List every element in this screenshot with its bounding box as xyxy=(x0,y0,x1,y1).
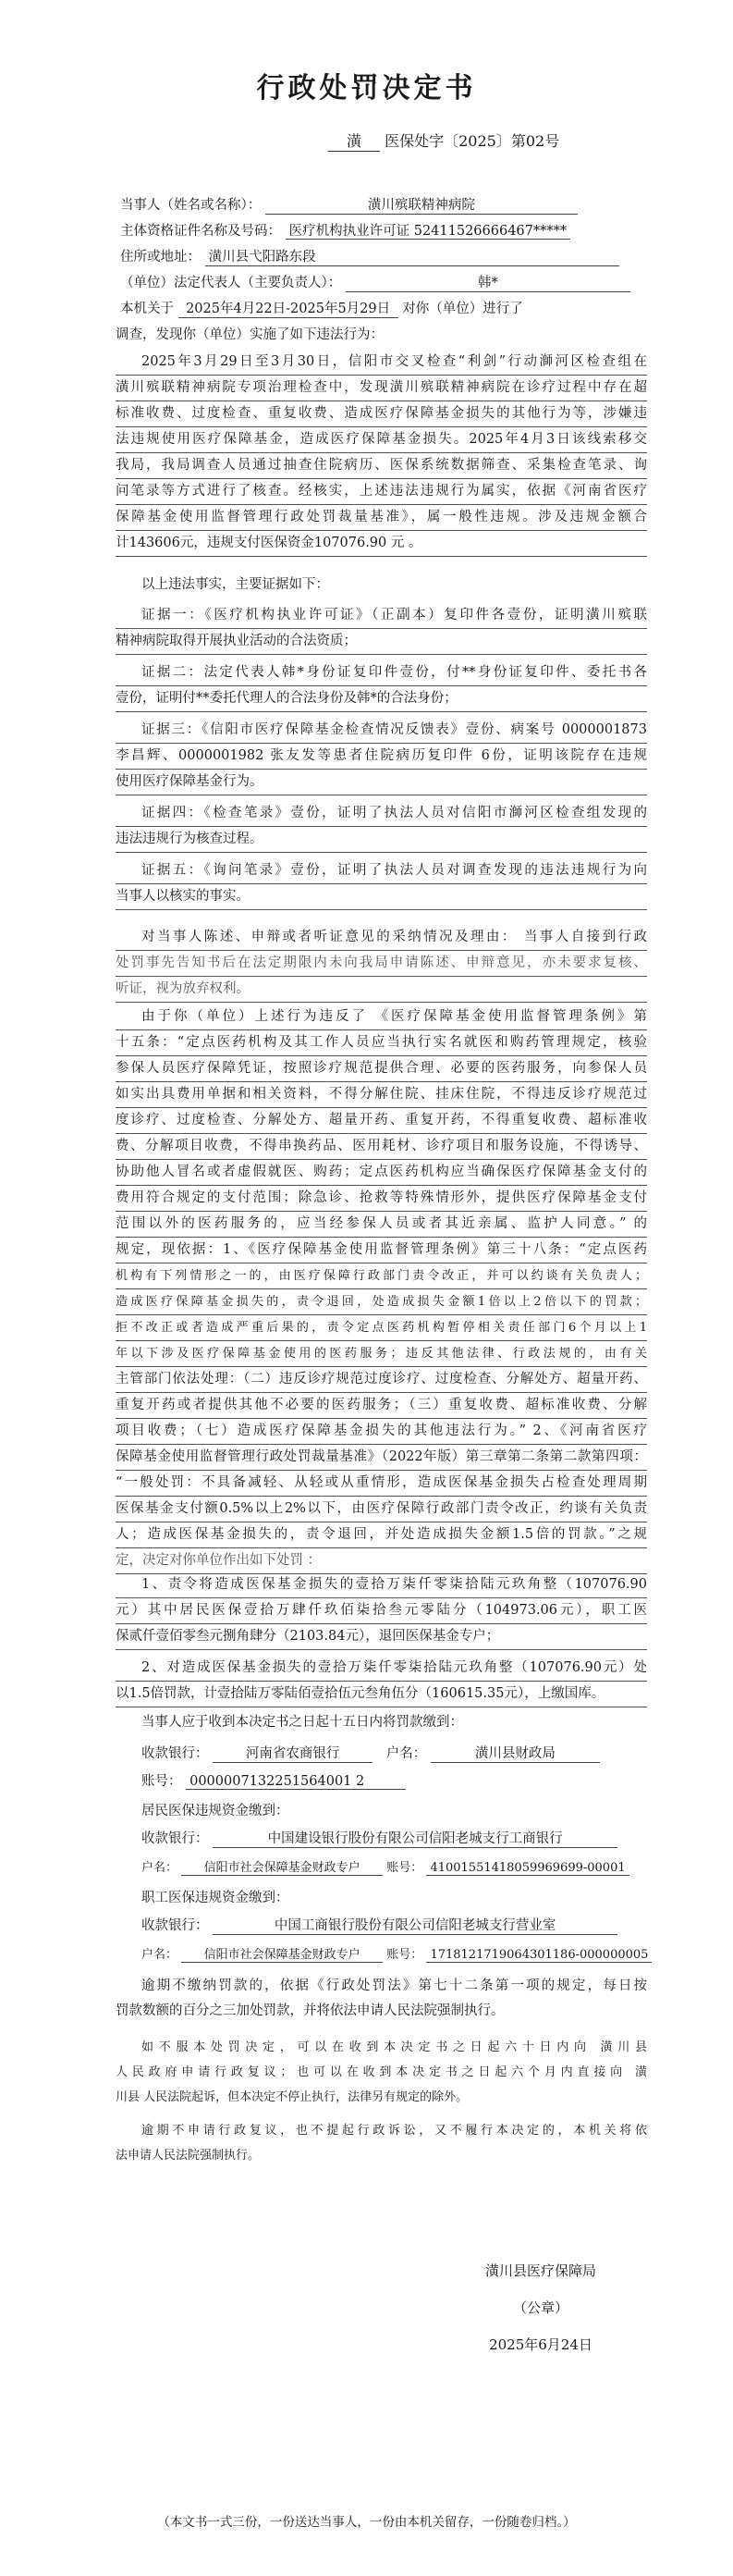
hearing-line: 处罚事先告知书后在法定期限内未向我局申请陈述、申辩意见，亦未要求复核、 xyxy=(116,951,647,977)
bank-label: 收款银行： xyxy=(141,1918,209,1933)
payment-intro: 当事人应于收到本决定书之日起十五日内将罚款缴到： xyxy=(141,1715,463,1730)
violation-line: 规定，现依据：1、《医疗保障基金使用监督管理条例》第三十八条：“定点医药 xyxy=(116,1238,647,1263)
enforce-line: 逾期不申请行政复议，也不提起行政诉讼，又不履行本决定的，本机关将依 xyxy=(141,2124,647,2138)
worker-account: 1718121719064301186-000000005 xyxy=(426,1948,652,1963)
party-address: 潢川县弋阳路东段 xyxy=(205,246,619,266)
worker-bank-line xyxy=(141,1915,617,1935)
violation-line: 由于你（单位）上述行为违反了 《医疗保障基金使用监督管理条例》第 xyxy=(116,1005,647,1030)
worker-bank: 中国工商银行股份有限公司信阳老城支行营业室 xyxy=(213,1915,617,1935)
late-line: 罚款数额的百分之三加处罚款，并将依法申请人民法院强制执行。 xyxy=(116,2003,505,2018)
facts-line: 法违规使用医疗保障基金，造成医疗保障基金损失。2025年4月3日该线索移交 xyxy=(116,427,647,453)
intro-line-2: 调查，发现你（单位）实施了如下违法行为： xyxy=(116,327,384,342)
penalties-list xyxy=(116,1572,647,1707)
resident-holder: 信阳市社会保障基金财政专户 xyxy=(181,1857,383,1876)
facts-line: 我局，我局调查人员通过抽查住院病历、医保系统数据筛查、采集检查笔录、询 xyxy=(116,453,647,479)
facts-line: 问笔录等方式进行了核查。经核实，上述违法违规行为属实，依据《河南省医疗 xyxy=(116,479,647,505)
violation-line: 机构有下列情形之一的，由医疗保障行政部门责令改正，并可以约谈有关负责人； xyxy=(116,1263,647,1289)
payment-account-line xyxy=(141,1770,406,1790)
document-title: 行政处罚决定书 xyxy=(256,72,477,105)
facts-line: 2025年3月29日至3月30日，信阳市交叉检查“利剑”行动溮河区检查组在 xyxy=(116,350,647,376)
violation-line: 保障基金使用监督管理行政处罚裁量基准》（2022年版）第三章第二条第二款第四项： xyxy=(116,1445,647,1471)
account-label: 账号： xyxy=(386,1861,423,1875)
penalty-line: 元）其中居民医保壹拾万肆仟玖佰柒拾叁元零陆分（104973.06元），职工医 xyxy=(116,1598,647,1624)
party-address-label: 住所或地址： xyxy=(120,250,201,265)
holder-label: 户名： xyxy=(141,1948,178,1962)
evidence-line: 精神病院取得开展执业活动的合法资质； xyxy=(116,629,647,655)
violation-line: 重复开药或者提供其他不必要的医药服务；（三）重复收费、超标准收费、分解 xyxy=(116,1393,647,1419)
violation-line: 范围以外的医药服务的，应当经参保人员或者其近亲属、监护人同意。” 的 xyxy=(116,1212,647,1238)
doc-number-prefix: 潢 xyxy=(328,129,380,152)
evidence-line: 李昌辉、0000001982 张友发等患者住院病历复印件 6份，证明该院存在违规 xyxy=(116,744,647,770)
intro-line xyxy=(120,298,523,318)
violation-line: 参保人员医疗保障凭证，按照诊疗规范提供合理、必要的医药服务，向参保人员 xyxy=(116,1056,647,1082)
holder-name: 潢川县财政局 xyxy=(431,1743,600,1763)
signature-org: 潢川县医疗保障局 xyxy=(484,2262,596,2279)
party-cert-line xyxy=(120,220,570,240)
worker-holder-line xyxy=(141,1944,652,1963)
violation-line: 拒不改正或者造成严重后果的，责令定点医药机构暂停相关责任部门6个月以上1 xyxy=(116,1315,647,1341)
penalty-line: 保贰仟壹佰零叁元捌角肆分（2103.84元），退回医保基金专户； xyxy=(116,1624,647,1650)
facts-line: 潢川殡联精神病院专项治理检查中，发现潢川殡联精神病院在诊疗过程中存在超 xyxy=(116,376,647,401)
violation-line: 度诊疗、过度检查、分解处方、超量开药、重复开药，不得重复收费、超标准收 xyxy=(116,1108,647,1134)
party-rep-label: （单位）法定代表人（主要负责人）： xyxy=(120,276,342,290)
violation-line: 定，决定对你单位作出如下处罚 ： xyxy=(116,1548,647,1574)
bank-label: 收款银行： xyxy=(141,1831,209,1846)
evidence-line: 当事人以核实的事实。 xyxy=(116,884,647,910)
appeal-paragraph xyxy=(116,2035,647,2110)
facts-line: 标准收费、过度检查、重复收费、造成医疗保障基金损失的其他行为等，涉嫌违 xyxy=(116,401,647,427)
party-rep-line xyxy=(120,272,630,292)
violation-line: 项目收费；（七）造成医疗保障基金损失的其他违法行为。” 2、《河南省医疗 xyxy=(116,1419,647,1445)
party-name: 潢川殡联精神病院 xyxy=(265,194,578,215)
resident-account: 41001551418059969699-00001 xyxy=(426,1861,629,1876)
violation-line: 费、分解项目收费，不得串换药品、医用耗材、诊疗项目和服务设施，不得诱导、 xyxy=(116,1134,647,1160)
resident-bank-line xyxy=(141,1828,617,1848)
holder-label: 户名： xyxy=(141,1861,178,1875)
resident-title: 居民医保违规资金缴到： xyxy=(141,1804,289,1818)
document-footer: （本文书一式三份，一份送达当事人，一份由本机关留存，一份随卷归档。） xyxy=(157,2515,576,2530)
signature-seal: （公章） xyxy=(512,2299,568,2316)
account-label: 账号： xyxy=(386,1948,423,1962)
late-line: 逾期不缴纳罚款的，依据《行政处罚法》第七十二条第一项的规定，每日按 xyxy=(141,1978,647,1993)
violation-line: 医保基金支付额0.5%以上2%以下，由医疗保障行政部门责令改正，约谈有关负责 xyxy=(116,1497,647,1522)
evidence-line: 证据三：《信阳市医疗保障基金检查情况反馈表》壹份、病案号 0000001873 xyxy=(116,718,647,744)
party-rep: 韩* xyxy=(346,272,630,292)
evidence-line: 壹份，证明付**委托代理人的合法身份及韩*的合法身份； xyxy=(116,686,647,712)
violation-line: 主管部门依法处理：（二）违反诊疗规范过度诊疗、过度检查、分解处方、超量开药、 xyxy=(116,1367,647,1393)
appeal-line: 如不服本处罚决定，可以在收到本决定书之日起六十日内向 潢川县 xyxy=(141,2040,647,2054)
party-name-line xyxy=(120,194,578,215)
signature-date: 2025年6月24日 xyxy=(489,2336,593,2353)
appeal-line: 人民政府申请行政复议；也可以在收到本决定书之日起六个月内直接向 潢 xyxy=(116,2065,647,2079)
violation-line: “一般处罚：不具备减轻、从轻或从重情形，造成医保基金损失占检查处理周期 xyxy=(116,1471,647,1497)
evidence-line: 违法违规行为核查过程。 xyxy=(116,827,647,853)
party-cert-label: 主体资格证件名称及号码： xyxy=(120,224,281,239)
evidence-line: 证据二：法定代表人韩*身份证复印件壹份，付**身份证复印件、委托书各 xyxy=(116,660,647,686)
party-cert: 医疗机构执业许可证 52411526666467***** xyxy=(286,224,571,240)
document-number xyxy=(328,129,559,152)
resident-holder-line xyxy=(141,1857,629,1876)
evidence-intro: 以上违法事实，主要证据如下： xyxy=(141,577,329,592)
doc-number-rest: 医保处字〔2025〕第02号 xyxy=(385,132,560,150)
account-label: 账号： xyxy=(141,1774,182,1789)
party-name-label: 当事人（姓名或名称）： xyxy=(120,198,262,213)
penalty-line: 2、对造成医保基金损失的壹拾万柒仟零柒拾陆元玖角整（107076.90元）处 xyxy=(116,1656,647,1682)
hearing-line: 听证，视为放弃权利。 xyxy=(116,977,647,1003)
payment-main xyxy=(141,1743,600,1763)
evidence-line: 使用医疗保障基金行为。 xyxy=(116,770,647,795)
violation-line: 协助他人冒名或者虚假就医、购药；定点医药机构应当确保医疗保障基金支付的 xyxy=(116,1160,647,1186)
facts-line: 保障基金使用监督管理行政处罚裁量基准》，属一般性违规。涉及违规金额合 xyxy=(116,505,647,531)
bank-name: 河南省农商银行 xyxy=(213,1743,373,1763)
hearing-paragraph xyxy=(116,925,647,1003)
holder-label: 户名： xyxy=(385,1746,427,1761)
violation-line: 年以下涉及医疗保障基金使用的医药服务；违反其他法律、行政法规的，由有关 xyxy=(116,1341,647,1367)
violation-line: 人；造成医保基金损失的，责令退回，并处造成损失金额1.5倍的罚款。”之规 xyxy=(116,1522,647,1548)
facts-paragraph xyxy=(116,350,647,557)
resident-bank: 中国建设银行股份有限公司信阳老城支行工商银行 xyxy=(213,1828,617,1848)
evidence-line: 证据四：《检查笔录》壹份，证明了执法人员对信阳市溮河区检查组发现的 xyxy=(116,801,647,827)
violation-line: 费用符合规定的支付范围；除急诊、抢救等特殊情形外，提供医疗保障基金支付 xyxy=(116,1186,647,1212)
bank-label: 收款银行： xyxy=(141,1746,209,1761)
violation-line: 造成医疗保障基金损失的，责令退回，处造成损失金额1倍以上2倍以下的罚款； xyxy=(116,1289,647,1315)
intro-before: 本机关于 xyxy=(120,302,174,316)
worker-title: 职工医保违规资金缴到： xyxy=(141,1891,289,1905)
intro-dates: 2025年4月22日-2025年5月29日 xyxy=(178,298,398,318)
appeal-line: 川县 人民法院起诉，但本决定不停止执行，法律另有规定的除外。 xyxy=(116,2090,469,2104)
intro-after: 对你（单位）进行了 xyxy=(402,302,523,316)
worker-holder: 信阳市社会保障基金财政专户 xyxy=(181,1944,383,1963)
penalty-line: 1、责令将造成医保基金损失的壹拾万柒仟零柒拾陆元玖角整（107076.90 xyxy=(116,1572,647,1598)
late-paragraph xyxy=(116,1974,647,2024)
violation-paragraph xyxy=(116,1005,647,1574)
evidence-line: 证据一：《医疗机构执业许可证》（正副本）复印件各壹份，证明潢川殡联 xyxy=(116,603,647,629)
evidence-line: 证据五：《询问笔录》壹份，证明了执法人员对调查发现的违法违规行为向 xyxy=(116,858,647,884)
enforce-line: 法申请人民法院强制执行。 xyxy=(116,2149,261,2163)
violation-line: 十五条：“定点医药机构及其工作人员应当执行实名就医和购药管理规定，核验 xyxy=(116,1030,647,1056)
hearing-line: 对当事人陈述、申辩或者听证意见的采纳情况及理由： 当事人自接到行政 xyxy=(116,925,647,951)
account-number: 0000007132251564001 2 xyxy=(186,1774,406,1790)
party-address-line xyxy=(120,246,619,266)
facts-line: 计143606元，违规支付医保资金107076.90 元 。 xyxy=(116,531,647,557)
evidence-list xyxy=(116,603,647,910)
enforce-paragraph xyxy=(116,2118,647,2168)
penalty-line: 以1.5倍罚款，计壹拾陆万零陆佰壹拾伍元叁角伍分（160615.35元），上缴国库。 xyxy=(116,1682,647,1707)
violation-line: 如实出具费用单据和相关资料，不得分解住院、挂床住院，不得违反诊疗规范过 xyxy=(116,1082,647,1108)
